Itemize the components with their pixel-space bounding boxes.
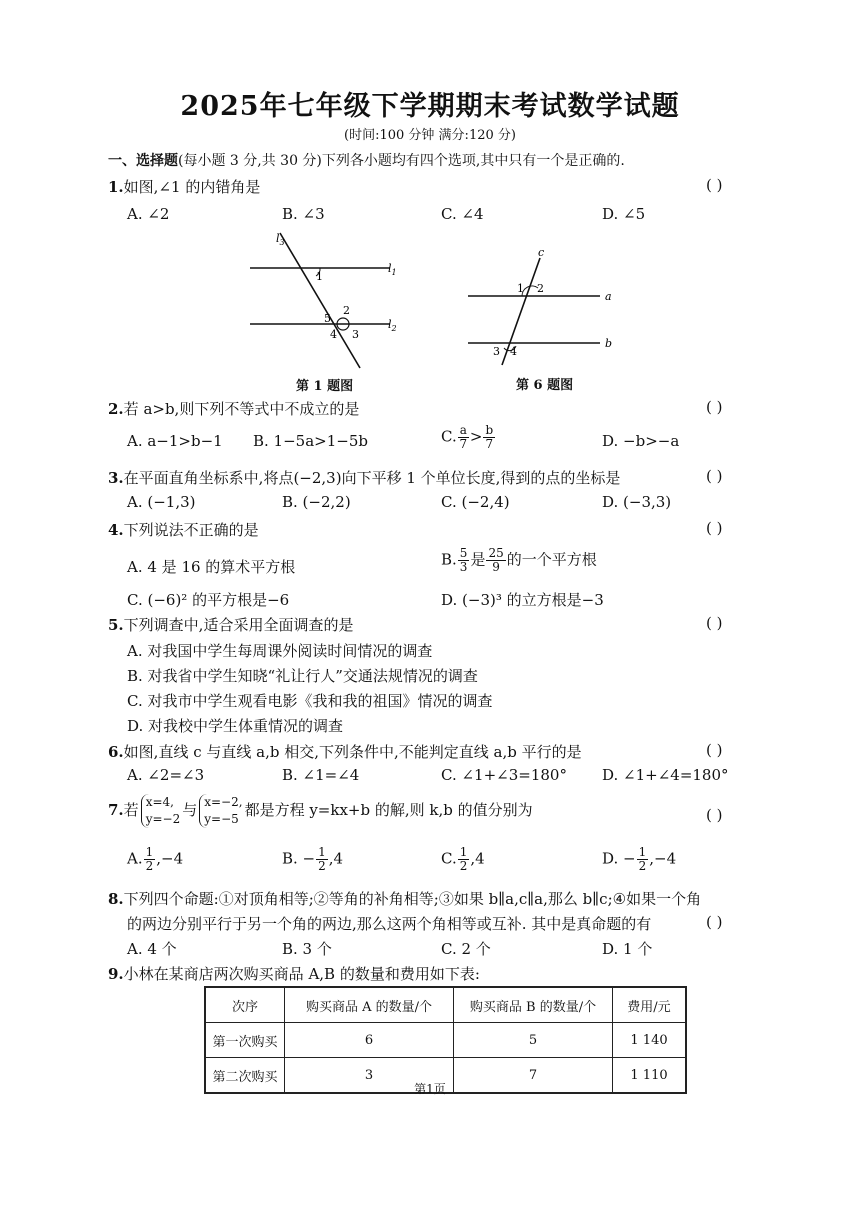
answer-bracket: ( ): [706, 913, 723, 931]
question-text: 下列调查中,适合采用全面调查的是: [123, 616, 354, 634]
angle-2-label: 2: [343, 304, 350, 317]
section-title: 一、选择题: [108, 153, 178, 169]
label-b: b: [605, 337, 613, 350]
figure-1-diagram: [240, 228, 410, 373]
question-9: [108, 963, 480, 984]
question-2: [108, 398, 359, 419]
figure-1-caption: 第 1 题图: [296, 379, 354, 394]
question-text: 在平面直角坐标系中,将点(−2,3)向下平移 1 个单位长度,得到的点的坐标是: [123, 469, 621, 487]
label-l2: $l_2$: [388, 318, 397, 333]
answer-bracket: ( ): [706, 467, 723, 485]
question-text: 如图,直线 c 与直线 a,b 相交,下列条件中,不能判定直线 a,b 平行的是: [123, 743, 582, 761]
answer-bracket: ( ): [706, 614, 723, 632]
question-8: [108, 888, 701, 909]
option-a: A. 4 是 16 的算术平方根: [127, 558, 296, 576]
question-number: 9.: [108, 965, 124, 983]
option-c: C. (−6)² 的平方根是−6: [127, 591, 290, 609]
equation-system-1: x=4, y=−2: [141, 794, 181, 828]
table-row: [205, 1023, 686, 1058]
table-cell: 5: [454, 1023, 613, 1058]
question-number: 1.: [108, 178, 124, 196]
option-a: A. ∠2=∠3: [127, 766, 205, 784]
question-number: 5.: [108, 616, 124, 634]
question-text: 小林在某商店两次购买商品 A,B 的数量和费用如下表:: [123, 965, 480, 983]
angle-1-label: 1: [517, 282, 524, 295]
option-a: A. ∠2: [127, 205, 170, 223]
question-number: 4.: [108, 521, 124, 539]
answer-bracket: ( ): [706, 741, 723, 759]
angle-4-label: 4: [330, 328, 337, 341]
option-a: A. a−1>b−1: [127, 432, 223, 450]
option-d: D. − $\frac{1}{2}$ ,−4: [602, 845, 677, 873]
option-c: C. 2 个: [441, 940, 491, 958]
angle-5-label: 5: [324, 312, 331, 325]
option-a: A. 对我国中学生每周课外阅读时间情况的调查: [127, 642, 433, 660]
option-d: D. (−3,3): [602, 493, 672, 511]
option-b: B. 对我省中学生知晓“礼让行人”交通法规情况的调查: [127, 667, 478, 685]
section-heading: [108, 150, 625, 170]
line-l3: [280, 233, 360, 368]
question-5: [108, 614, 353, 635]
option-a: A. 4 个: [127, 940, 177, 958]
option-a: A. (−1,3): [127, 493, 196, 511]
answer-bracket: ( ): [706, 806, 723, 824]
option-b: B. (−2,2): [282, 493, 351, 511]
option-a: A. $\frac{1}{2}$ ,−4: [127, 845, 184, 873]
exam-info: (时间:100 分钟 满分:120 分): [344, 128, 516, 143]
angle-1-label: 1: [316, 270, 323, 283]
angle-4-label: 4: [510, 345, 517, 358]
figure-6-diagram: [460, 240, 630, 370]
option-d: D. (−3)³ 的立方根是−3: [441, 591, 604, 609]
option-c: C. $\frac{a}{7}$ > $\frac{b}{7}$: [441, 423, 494, 451]
table-cell: 第一次购买: [205, 1023, 285, 1058]
page-title: 2025年七年级下学期期末考试数学试题: [180, 91, 680, 122]
table-header-row: [205, 987, 686, 1023]
option-d: D. ∠1+∠4=180°: [602, 766, 729, 784]
option-b: B. 1−5a>1−5b: [253, 432, 368, 450]
purchase-table: [204, 986, 687, 1094]
option-b: B. $\frac{5}{3}$ 是 $\frac{25}{9}$ 的一个平方根: [441, 546, 597, 574]
option-d: D. ∠5: [602, 205, 646, 223]
question-text: 下列四个命题:①对顶角相等;②等角的补角相等;③如果 b∥a,c∥a,那么 b∥c;④如果一个角: [123, 890, 702, 908]
question-7: 7.若 x=4, y=−2 与 x=−2, y=−5 都是方程 y=kx+b 的解,则 k,b 的值分别为: [108, 795, 533, 826]
line-c: [502, 258, 540, 365]
question-text: 如图,∠1 的内错角是: [123, 178, 261, 196]
table-cell: 6: [285, 1023, 454, 1058]
label-l3: $l_3$: [276, 232, 285, 247]
option-d: D. 1 个: [602, 940, 653, 958]
table-header-cell: 费用/元: [613, 987, 687, 1023]
answer-bracket: ( ): [706, 398, 723, 416]
question-3: [108, 467, 620, 488]
option-d: D. 对我校中学生体重情况的调查: [127, 717, 344, 735]
option-b: B. − $\frac{1}{2}$ ,4: [282, 845, 344, 873]
question-number: 3.: [108, 469, 124, 487]
question-4: [108, 519, 259, 540]
option-b: B. ∠3: [282, 205, 325, 223]
question-number: 6.: [108, 743, 124, 761]
question-number: 7.: [108, 801, 124, 819]
table-cell: 1 110: [613, 1058, 687, 1094]
answer-bracket: ( ): [706, 519, 723, 537]
question-text: 若 a>b,则下列不等式中不成立的是: [123, 400, 360, 418]
option-c: C. ∠1+∠3=180°: [441, 766, 567, 784]
angle-2-label: 2: [537, 282, 544, 295]
table-cell: 1 140: [613, 1023, 687, 1058]
table-cell: 7: [454, 1058, 613, 1094]
question-number: 2.: [108, 400, 124, 418]
question-8-line-2: 的两边分别平行于另一个角的两边,那么这两个角相等或互补. 其中是真命题的有: [127, 915, 652, 933]
label-c: c: [538, 246, 545, 259]
figure-6-caption: 第 6 题图: [516, 378, 574, 393]
option-b: B. ∠1=∠4: [282, 766, 360, 784]
question-text: 下列说法不正确的是: [123, 521, 259, 539]
angle-3-label: 3: [493, 345, 500, 358]
table-header-cell: 购买商品 A 的数量/个: [285, 987, 454, 1023]
equation-system-2: x=−2, y=−5: [199, 794, 242, 828]
angle-3-label: 3: [352, 328, 359, 341]
table-header-cell: 次序: [205, 987, 285, 1023]
label-l1: $l_1$: [388, 262, 397, 277]
table-cell: 3: [285, 1058, 454, 1094]
table-cell: 第二次购买: [205, 1058, 285, 1094]
question-6: [108, 741, 582, 762]
label-a: a: [605, 290, 612, 303]
answer-bracket: ( ): [706, 176, 723, 194]
option-b: B. 3 个: [282, 940, 332, 958]
option-c: C. $\frac{1}{2}$ ,4: [441, 845, 485, 873]
option-c: C. (−2,4): [441, 493, 510, 511]
option-d: D. −b>−a: [602, 432, 680, 450]
section-note: (每小题 3 分,共 30 分)下列各小题均有四个选项,其中只有一个是正确的.: [178, 153, 625, 169]
page-number: 第1页: [414, 1082, 446, 1096]
option-c: C. 对我市中学生观看电影《我和我的祖国》情况的调查: [127, 692, 493, 710]
question-number: 8.: [108, 890, 124, 908]
table-header-cell: 购买商品 B 的数量/个: [454, 987, 613, 1023]
option-c: C. ∠4: [441, 205, 484, 223]
question-1: [108, 176, 260, 197]
